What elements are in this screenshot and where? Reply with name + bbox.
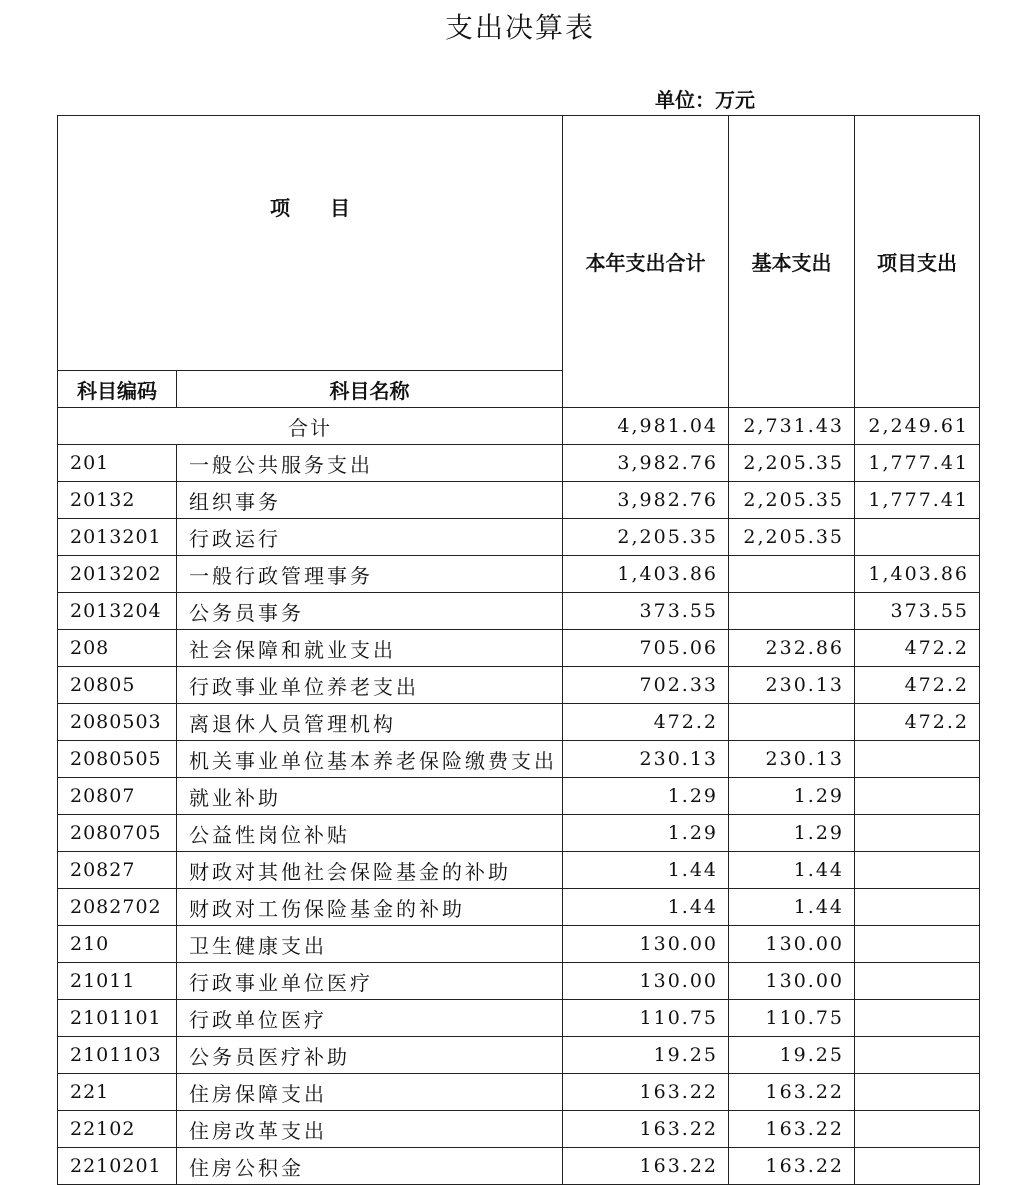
row-total: 1.44 [563,889,729,926]
row-code: 20132 [58,482,177,519]
total-basic: 2,731.43 [729,408,855,445]
table-row [58,1037,980,1074]
row-name: 住房保障支出 [177,1074,563,1111]
page-title: 支出决算表 [444,11,595,44]
header-name: 科目名称 [177,371,563,408]
row-code: 21011 [58,963,177,1000]
row-name: 社会保障和就业支出 [177,630,563,667]
expenditure-table [57,115,980,1185]
row-name: 离退休人员管理机构 [177,704,563,741]
row-code: 20827 [58,852,177,889]
table-row [58,593,980,630]
row-basic: 1.29 [729,815,855,852]
row-total: 1.44 [563,852,729,889]
row-name: 行政运行 [177,519,563,556]
table-row [58,556,980,593]
row-total: 19.25 [563,1037,729,1074]
row-code: 22102 [58,1111,177,1148]
row-name: 行政事业单位医疗 [177,963,563,1000]
row-project [855,1037,980,1074]
row-code: 2080505 [58,741,177,778]
table-row [58,926,980,963]
row-code: 20805 [58,667,177,704]
row-project: 472.2 [855,667,980,704]
row-basic: 1.44 [729,889,855,926]
row-name: 行政单位医疗 [177,1000,563,1037]
row-total: 130.00 [563,926,729,963]
header-item: 项 目 [58,116,563,371]
row-project: 1,403.86 [855,556,980,593]
row-name: 财政对其他社会保险基金的补助 [177,852,563,889]
row-code: 2080503 [58,704,177,741]
table-row [58,1000,980,1037]
row-project: 472.2 [855,704,980,741]
row-project: 1,777.41 [855,482,980,519]
table-row [58,852,980,889]
row-project: 472.2 [855,630,980,667]
row-project [855,741,980,778]
row-name: 组织事务 [177,482,563,519]
table-row [58,741,980,778]
row-basic: 163.22 [729,1111,855,1148]
table-row [58,519,980,556]
row-name: 卫生健康支出 [177,926,563,963]
row-total: 163.22 [563,1074,729,1111]
row-basic: 130.00 [729,926,855,963]
table-row [58,963,980,1000]
table-row [58,778,980,815]
row-name: 一般公共服务支出 [177,445,563,482]
row-basic: 1.29 [729,778,855,815]
row-total: 1,403.86 [563,556,729,593]
total-row [58,408,980,445]
row-total: 3,982.76 [563,445,729,482]
header-total: 本年支出合计 [563,116,729,408]
row-name: 住房改革支出 [177,1111,563,1148]
row-project [855,1111,980,1148]
total-amount: 4,981.04 [563,408,729,445]
row-code: 2082702 [58,889,177,926]
row-project [855,778,980,815]
row-name: 公务员医疗补助 [177,1037,563,1074]
row-basic: 230.13 [729,667,855,704]
row-name: 一般行政管理事务 [177,556,563,593]
row-name: 就业补助 [177,778,563,815]
row-basic: 2,205.35 [729,445,855,482]
row-total: 110.75 [563,1000,729,1037]
row-basic: 230.13 [729,741,855,778]
row-code: 221 [58,1074,177,1111]
table-row [58,482,980,519]
total-label: 合计 [58,408,563,445]
row-project [855,963,980,1000]
header-project: 项目支出 [855,116,980,408]
row-code: 210 [58,926,177,963]
row-basic: 163.22 [729,1074,855,1111]
row-total: 1.29 [563,815,729,852]
row-code: 201 [58,445,177,482]
row-total: 130.00 [563,963,729,1000]
row-project [855,519,980,556]
header-basic: 基本支出 [729,116,855,408]
row-total: 230.13 [563,741,729,778]
table-row [58,1111,980,1148]
row-project: 1,777.41 [855,445,980,482]
header-code: 科目编码 [58,371,177,408]
table-row [58,704,980,741]
table-row [58,815,980,852]
row-total: 1.29 [563,778,729,815]
row-basic: 232.86 [729,630,855,667]
table-row [58,630,980,667]
row-basic: 1.44 [729,852,855,889]
table-row [58,1074,980,1111]
row-basic: 2,205.35 [729,519,855,556]
row-basic [729,593,855,630]
row-project [855,815,980,852]
row-code: 2013202 [58,556,177,593]
row-total: 163.22 [563,1111,729,1148]
unit-label: 单位：万元 [655,88,755,112]
row-name: 公务员事务 [177,593,563,630]
table-row [58,667,980,704]
row-basic: 130.00 [729,963,855,1000]
row-basic: 110.75 [729,1000,855,1037]
row-name: 住房公积金 [177,1148,563,1185]
row-name: 机关事业单位基本养老保险缴费支出 [177,741,563,778]
total-project: 2,249.61 [855,408,980,445]
table-row [58,1148,980,1185]
row-project [855,926,980,963]
row-total: 2,205.35 [563,519,729,556]
row-name: 公益性岗位补贴 [177,815,563,852]
row-project [855,889,980,926]
row-code: 2080705 [58,815,177,852]
row-project [855,1074,980,1111]
row-basic [729,556,855,593]
row-total: 373.55 [563,593,729,630]
row-basic [729,704,855,741]
row-code: 2013201 [58,519,177,556]
row-code: 2210201 [58,1148,177,1185]
row-project [855,1148,980,1185]
row-total: 705.06 [563,630,729,667]
row-code: 20807 [58,778,177,815]
row-total: 163.22 [563,1148,729,1185]
row-basic: 163.22 [729,1148,855,1185]
row-total: 702.33 [563,667,729,704]
row-name: 财政对工伤保险基金的补助 [177,889,563,926]
row-code: 2101103 [58,1037,177,1074]
row-code: 208 [58,630,177,667]
row-basic: 2,205.35 [729,482,855,519]
row-total: 472.2 [563,704,729,741]
row-code: 2101101 [58,1000,177,1037]
row-code: 2013204 [58,593,177,630]
row-project: 373.55 [855,593,980,630]
row-total: 3,982.76 [563,482,729,519]
row-project [855,852,980,889]
row-project [855,1000,980,1037]
row-name: 行政事业单位养老支出 [177,667,563,704]
table-row [58,445,980,482]
row-basic: 19.25 [729,1037,855,1074]
table-row [58,889,980,926]
